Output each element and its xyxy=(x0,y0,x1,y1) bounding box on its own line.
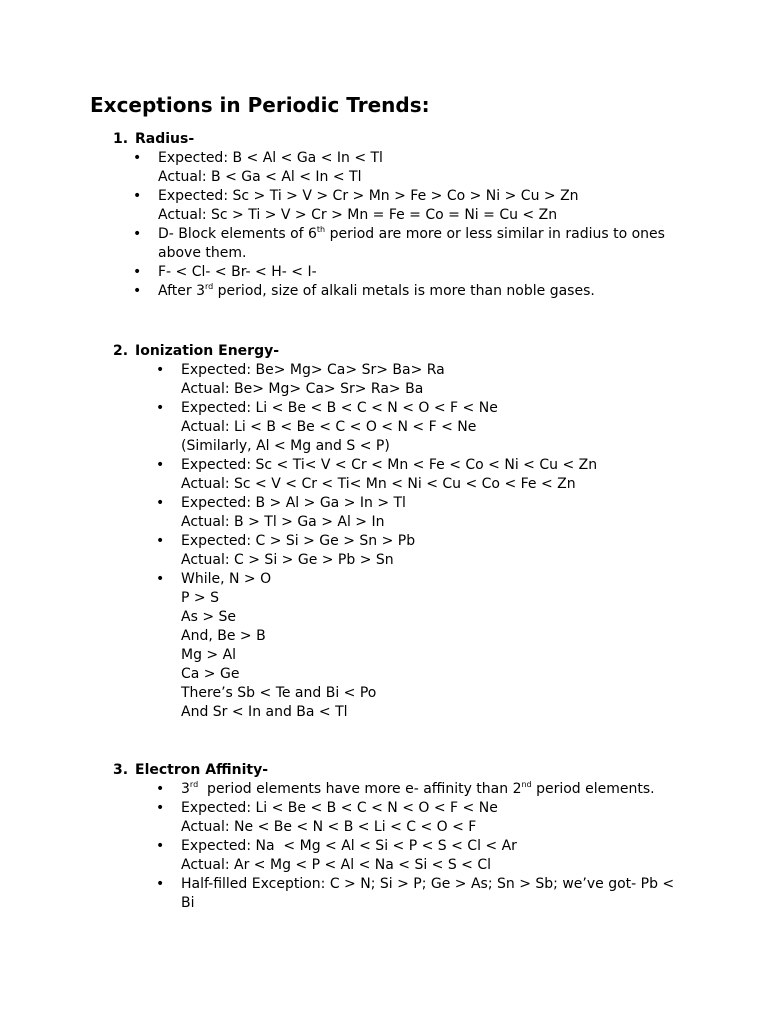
item-line: Actual: Sc < V < Cr < Ti< Mn < Ni < Cu < Co < Fe < Zn xyxy=(181,476,576,492)
section-heading xyxy=(113,761,268,780)
section-number: 3. xyxy=(113,762,129,778)
item-line: Half-filled Exception: C > N; Si > P; Ge > As; Sn > Sb; we’ve got- Pb < xyxy=(181,876,675,892)
bullet-icon: • xyxy=(156,495,165,511)
list-item xyxy=(156,456,598,494)
item-line: Expected: Sc > Ti > V > Cr > Mn > Fe > Co > Ni > Cu > Zn xyxy=(158,188,579,204)
item-line: Expected: Sc < Ti< V < Cr < Mn < Fe < Co < Ni < Cu < Zn xyxy=(181,457,598,473)
list-item xyxy=(156,532,597,570)
superscript: nd xyxy=(521,780,532,789)
item-line: Expected: B < Al < Ga < In < Tl xyxy=(158,150,383,166)
list-item xyxy=(156,494,597,532)
bullet-list xyxy=(0,361,597,722)
item-line: P > S xyxy=(181,590,219,606)
item-line: Actual: Ne < Be < N < B < Li < C < O < F xyxy=(181,819,477,835)
list-item xyxy=(156,780,674,799)
list-item xyxy=(156,570,597,722)
item-text: After 3 xyxy=(158,283,205,299)
bullet-icon: • xyxy=(156,362,165,378)
item-line: And, Be > B xyxy=(181,628,266,644)
list-item xyxy=(133,263,665,282)
item-line: Actual: Sc > Ti > V > Cr > Mn = Fe = Co = Ni = Cu < Zn xyxy=(158,207,558,223)
section-heading xyxy=(113,130,194,149)
item-line: Bi xyxy=(181,895,195,911)
bullet-icon: • xyxy=(156,457,165,473)
item-line: As > Se xyxy=(181,609,237,625)
item-line: Expected: C > Si > Ge > Sn > Pb xyxy=(181,533,416,549)
item-line xyxy=(158,282,665,301)
item-text: period elements have more e- affinity than 2 xyxy=(198,781,522,797)
item-text: period, size of alkali metals is more than noble gases. xyxy=(213,283,595,299)
superscript: th xyxy=(316,225,326,234)
page-title: Exceptions in Periodic Trends: xyxy=(90,93,430,117)
item-line: Expected: Na < Mg < Al < Si < P < S < Cl < Ar xyxy=(181,838,517,854)
superscript: rd xyxy=(189,780,199,789)
bullet-icon: • xyxy=(156,838,165,854)
item-line: Actual: B > Tl > Ga > Al > In xyxy=(181,514,385,530)
section-title: Electron Affinity- xyxy=(135,762,269,778)
item-line: While, N > O xyxy=(181,571,272,587)
superscript: rd xyxy=(204,282,214,291)
bullet-icon: • xyxy=(133,188,142,204)
list-item xyxy=(156,875,675,913)
item-line: Actual: C > Si > Ge > Pb > Sn xyxy=(181,552,394,568)
item-text: D- Block elements of 6 xyxy=(158,226,317,242)
item-line: Actual: Ar < Mg < P < Al < Na < Si < S < Cl xyxy=(181,857,492,873)
item-text: 3 xyxy=(181,781,190,797)
item-line: Actual: Li < B < Be < C < O < N < F < Ne xyxy=(181,419,477,435)
bullet-icon: • xyxy=(156,571,165,587)
bullet-icon: • xyxy=(156,400,165,416)
item-line: There’s Sb < Te and Bi < Po xyxy=(181,685,377,701)
item-line: Expected: B > Al > Ga > In > Tl xyxy=(181,495,406,511)
bullet-icon: • xyxy=(156,781,165,797)
list-item xyxy=(133,282,665,301)
item-line: Ca > Ge xyxy=(181,666,240,682)
item-line: Expected: Li < Be < B < C < N < O < F < Ne xyxy=(181,400,498,416)
bullet-icon: • xyxy=(133,150,142,166)
section-title: Radius- xyxy=(135,131,195,147)
section-title: Ionization Energy- xyxy=(135,343,280,359)
item-text: period elements. xyxy=(531,781,655,797)
list-item xyxy=(156,799,674,837)
bullet-list xyxy=(0,780,674,913)
list-item xyxy=(133,149,665,187)
item-line xyxy=(158,225,665,244)
item-line: Actual: B < Ga < Al < In < Tl xyxy=(158,169,362,185)
bullet-icon: • xyxy=(133,283,142,299)
item-line: And Sr < In and Ba < Tl xyxy=(181,704,348,720)
item-line: above them. xyxy=(158,245,247,261)
section-number: 1. xyxy=(113,131,129,147)
list-item xyxy=(156,361,597,399)
item-line: F- < Cl- < Br- < H- < I- xyxy=(158,264,317,280)
list-item xyxy=(156,399,597,456)
bullet-icon: • xyxy=(156,876,165,892)
list-item xyxy=(133,225,665,263)
item-line: Actual: Be> Mg> Ca> Sr> Ra> Ba xyxy=(181,381,424,397)
bullet-list xyxy=(0,149,665,301)
list-item xyxy=(133,187,665,225)
list-item xyxy=(156,837,674,875)
item-text: period are more or less similar in radius to ones xyxy=(325,226,665,242)
item-line: Mg > Al xyxy=(181,647,237,663)
bullet-icon: • xyxy=(156,533,165,549)
item-line: (Similarly, Al < Mg and S < P) xyxy=(181,438,390,454)
item-line: Expected: Be> Mg> Ca> Sr> Ba> Ra xyxy=(181,362,445,378)
bullet-icon: • xyxy=(133,226,142,242)
bullet-icon: • xyxy=(133,264,142,280)
item-line xyxy=(181,780,674,799)
item-line: Expected: Li < Be < B < C < N < O < F < Ne xyxy=(181,800,498,816)
section-heading xyxy=(113,342,279,361)
bullet-icon: • xyxy=(156,800,165,816)
section-number: 2. xyxy=(113,343,129,359)
